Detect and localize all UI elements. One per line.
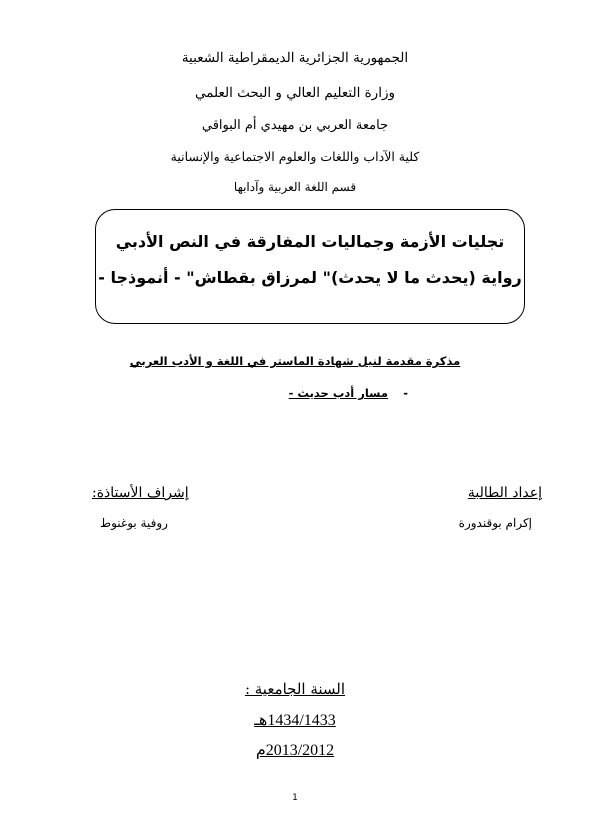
faculty-heading: كلية الآداب واللغات والعلوم الاجتماعية والإنسانية <box>170 149 420 164</box>
thesis-title-line-2: رواية (يحدث ما لا يحدث)" لمرزاق بقطاش" - أنموذجا - <box>98 268 522 287</box>
prepared-by-label: إعداد الطالبة <box>467 485 542 501</box>
track-dash: - <box>403 386 408 400</box>
supervisor-name: روفية بوغنوط <box>100 516 168 530</box>
ministry-heading: وزارة التعليم العالي و البحث العلمي <box>194 85 395 101</box>
student-name: إكرام بوقندورة <box>458 516 532 530</box>
title-box <box>95 209 525 324</box>
university-heading: جامعة العربي بن مهيدي أم البواقي <box>201 118 389 133</box>
republic-heading: الجمهورية الجزائرية الديمقراطية الشعبية <box>181 50 409 66</box>
supervisor-label: إشراف الأستاذة: <box>92 485 189 501</box>
page-number: 1 <box>292 793 298 803</box>
track-text: مسار أدب حديث - <box>288 386 388 400</box>
academic-year-hijri: 1434/1433هـ <box>254 712 336 729</box>
academic-year-gregorian: 2013/2012م <box>255 742 335 759</box>
department-heading: قسم اللغة العربية وآدابها <box>233 180 357 194</box>
academic-year-label: السنة الجامعية : <box>244 680 346 698</box>
thesis-title-line-1: تجليات الأزمة وجماليات المفارقة في النص الأدبي <box>115 232 505 251</box>
memo-subtitle: مذكرة مقدمة لنيل شهادة الماستر في اللغة و الأدب العربي <box>129 354 461 368</box>
